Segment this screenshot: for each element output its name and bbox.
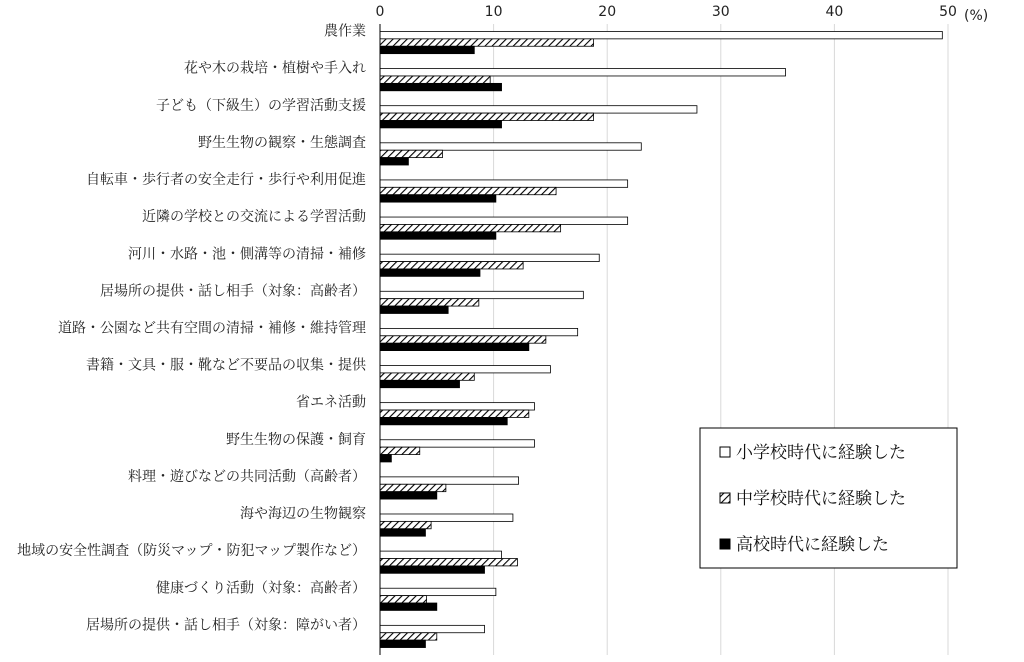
bar-series-1 [380,625,485,632]
bar-series-1 [380,69,786,76]
bar-series-3 [380,195,496,202]
bar-series-1 [380,403,534,410]
category-label: 野生生物の保護・飼育 [226,431,366,448]
bar-series-3 [380,306,448,313]
bar-series-3 [380,417,507,424]
bar-series-3 [380,232,496,239]
bar-series-3 [380,455,391,462]
bar-series-1 [380,254,599,261]
bar-series-2 [380,39,594,46]
unit-label: (%) [964,8,989,24]
bar-series-2 [380,336,546,343]
bar-series-2 [380,113,594,120]
x-tick-label: 0 [375,4,385,20]
bar-series-1 [380,291,583,298]
category-labels [17,23,367,634]
x-axis-ticks [376,4,957,20]
legend-label: 小学校時代に経験した [736,443,906,463]
bar-series-3 [380,492,437,499]
bar-series-3 [380,120,502,127]
bar-series-3 [380,640,425,647]
category-label: 道路・公園など共有空間の清掃・補修・維持管理 [58,320,366,337]
bar-series-3 [380,269,480,276]
category-label: 地域の安全性調査（防災マップ・防犯マップ製作など） [17,543,366,560]
bar-series-3 [380,603,437,610]
bar-series-2 [380,559,517,566]
bar-series-2 [380,596,427,603]
x-tick-label: 40 [825,4,844,20]
category-label: 子ども（下級生）の学習活動支援 [156,97,366,114]
category-label: 居場所の提供・話し相手（対象：障がい者） [86,617,366,634]
x-tick-label: 20 [598,4,617,20]
bar-series-1 [380,328,578,335]
bar-series-2 [380,224,561,231]
bar-series-3 [380,46,474,53]
bar-series-3 [380,380,460,387]
bar-series-1 [380,180,628,187]
legend-label: 高校時代に経験した [736,535,889,555]
bar-series-2 [380,187,556,194]
bar-series-2 [380,410,529,417]
legend [700,428,957,568]
category-label: 書籍・文具・服・靴など不要品の収集・提供 [86,357,366,374]
category-label: 花や木の栽培・植樹や手入れ [184,60,366,77]
category-label: 健康づくり活動（対象：高齢者） [156,580,366,597]
bar-series-2 [380,76,490,83]
bar-series-2 [380,484,446,491]
bar-series-2 [380,299,479,306]
legend-swatch [720,493,730,503]
category-label: 農作業 [324,23,366,40]
legend-swatch [720,447,730,457]
bar-series-1 [380,514,513,521]
bar-series-2 [380,373,474,380]
bar-series-3 [380,83,502,90]
category-label: 近隣の学校との交流による学習活動 [142,209,366,226]
category-label: 河川・水路・池・側溝等の清掃・補修 [128,246,366,263]
bar-series-2 [380,521,431,528]
category-label: 料理・遊びなどの共同活動（高齢者） [128,468,366,485]
bar-series-2 [380,262,523,269]
bar-series-1 [380,588,496,595]
bar-series-3 [380,158,408,165]
bar-series-1 [380,477,519,484]
legend-label: 中学校時代に経験した [736,489,906,509]
x-tick-label: 10 [484,4,503,20]
category-label: 自転車・歩行者の安全走行・歩行や利用促進 [86,172,366,189]
legend-swatch [720,539,730,549]
bar-series-2 [380,447,420,454]
bar-series-1 [380,106,697,113]
bar-series-1 [380,366,550,373]
bar-series-2 [380,150,442,157]
bar-series-1 [380,440,534,447]
category-label: 野生生物の観察・生態調査 [198,134,366,151]
bar-series-2 [380,633,437,640]
bar-series-3 [380,566,485,573]
x-tick-label: 30 [711,4,730,20]
bar-series-1 [380,143,641,150]
x-tick-label: 50 [939,4,957,20]
category-label: 省エネ活動 [296,394,366,411]
category-label: 居場所の提供・話し相手（対象：高齢者） [100,283,366,300]
bar-series-3 [380,343,529,350]
bar-series-1 [380,217,628,224]
bar-series-1 [380,31,942,38]
category-label: 海や海辺の生物観察 [240,506,366,523]
bar-series-3 [380,529,425,536]
bar-series-1 [380,551,502,558]
